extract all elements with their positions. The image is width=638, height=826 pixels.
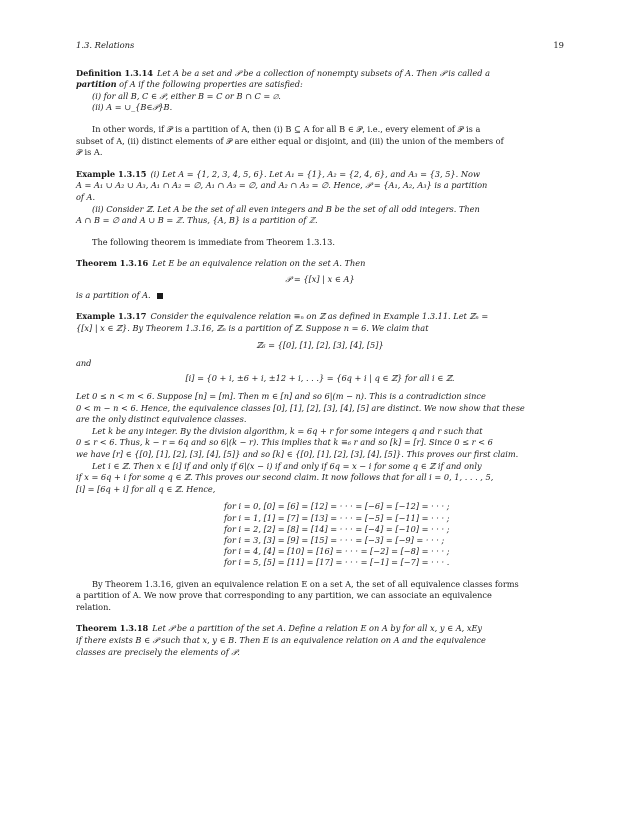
- example-line: A ∩ B = ∅ and A ∪ B = ℤ. Thus, {A, B} is a partition of ℤ.: [76, 215, 318, 226]
- definition-item-i: (i) for all B, C ∈ 𝒫, either B = C or B ∩ C = ∅.: [92, 90, 281, 101]
- example-line: if x = 6q + i for some q ∈ ℤ. This proves our second claim. It now follows that for all i = 0, 1, . . . , 5,: [76, 472, 494, 483]
- example-1-3-17: [76, 311, 564, 569]
- class-row: for i = 0, [0] = [6] = [12] = · · · = [−6] = [−12] = · · · ;: [224, 501, 450, 512]
- class-row: for i = 4, [4] = [10] = [16] = · · · = [−2] = [−8] = · · · ;: [224, 546, 450, 557]
- class-row: for i = 5, [5] = [11] = [17] = · · · = [−1] = [−7] = · · · .: [224, 557, 450, 568]
- page-number: 19: [553, 40, 564, 50]
- class-row: for i = 1, [1] = [7] = [13] = · · · = [−5] = [−11] = · · · ;: [224, 512, 450, 523]
- paragraph-partition-explanation: [76, 124, 564, 159]
- theorem-line: is a partition of A.: [76, 289, 151, 300]
- example-1-3-15: [76, 169, 564, 227]
- example-line: of A.: [76, 191, 96, 202]
- paragraph-line: a partition of A. We now prove that corresponding to any partition, we can associate an equivalence: [76, 590, 492, 601]
- example-display-z6: ℤ₆ = {[0], [1], [2], [3], [4], [5]}: [256, 340, 384, 351]
- theorem-line: Let 𝒫 be a partition of the set A. Define a relation E on A by for all x, y ∈ A, xEy: [152, 623, 483, 634]
- theorem-label: Theorem 1.3.18: [76, 623, 149, 634]
- definition-item-ii: (ii) A = ∪_{B∈𝒫}B.: [92, 102, 173, 113]
- example-line: [i] = [6q + i] for all q ∈ ℤ. Hence,: [76, 483, 216, 494]
- example-label: Example 1.3.15: [76, 168, 147, 179]
- example-label: Example 1.3.17: [76, 311, 147, 322]
- paragraph-line: In other words, if 𝒫 is a partition of A, then (i) B ⊆ A for all B ∈ 𝒫, i.e., every element of 𝒫 is a: [92, 123, 481, 134]
- page: [76, 40, 564, 668]
- theorem-line: if there exists B ∈ 𝒫 such that x, y ∈ B. Then E is an equivalence relation on A and the equivalence: [76, 635, 486, 645]
- theorem-label: Theorem 1.3.16: [76, 258, 149, 269]
- paragraph-immediate: The following theorem is immediate from Theorem 1.3.13.: [92, 236, 335, 247]
- paragraph-partition-relation: [76, 579, 564, 614]
- example-line: 0 < m − n < 6. Hence, the equivalence classes [0], [1], [2], [3], [4], [5] are distinct. We now show that these: [76, 402, 525, 413]
- example-line: and: [76, 357, 92, 368]
- definition-1-3-14: [76, 68, 564, 114]
- paragraph-line: By Theorem 1.3.16, given an equivalence relation E on a set A, the set of all equivalence classes forms: [92, 578, 519, 589]
- definition-term: partition: [76, 79, 117, 90]
- qed-square-icon: [157, 293, 163, 299]
- theorem-line: classes are precisely the elements of 𝒫.: [76, 646, 240, 657]
- paragraph-line: subset of A, (ii) distinct elements of 𝒫 are either equal or disjoint, and (iii) the union of the members of: [76, 135, 504, 146]
- running-head: [76, 40, 564, 52]
- example-line: 0 ≤ r < 6. Thus, k − r = 6q and so 6|(k − r). This implies that k ≡₆ r and so [k] = [r]. Since 0 ≤ r < 6: [76, 437, 493, 448]
- example-line: are the only distinct equivalence classes.: [76, 414, 247, 425]
- class-row: for i = 3, [3] = [9] = [15] = · · · = [−3] = [−9] = · · · ;: [224, 535, 445, 546]
- definition-text-2: of A if the following properties are satisfied:: [116, 79, 303, 90]
- example-line: (i) Let A = {1, 2, 3, 4, 5, 6}. Let A₁ = {1}, A₂ = {2, 4, 6}, and A₃ = {3, 5}. Now: [150, 168, 480, 179]
- definition-label: Definition 1.3.14: [76, 67, 153, 78]
- section-title: 1.3. Relations: [76, 40, 135, 50]
- example-line: (ii) Consider ℤ. Let A be the set of all even integers and B be the set of all odd integers. Then: [92, 203, 480, 214]
- paragraph-line: relation.: [76, 601, 111, 612]
- class-row: for i = 2, [2] = [8] = [14] = · · · = [−4] = [−10] = · · · ;: [224, 523, 450, 534]
- example-line: A = A₁ ∪ A₂ ∪ A₃, A₁ ∩ A₂ = ∅, A₁ ∩ A₃ = ∅, and A₂ ∩ A₃ = ∅. Hence, 𝒫 = {A₁, A₂, A₃} is a partition: [76, 180, 488, 191]
- example-line: Let i ∈ ℤ. Then x ∈ [i] if and only if 6|(x − i) if and only if 6q = x − i for some q ∈ ℤ if and only: [92, 460, 482, 471]
- example-line: Let k be any integer. By the division algorithm, k = 6q + r for some integers q and r such that: [92, 425, 483, 436]
- example-display-class: [i] = {0 + i, ±6 + i, ±12 + i, . . .} = {6q + i | q ∈ ℤ} for all i ∈ ℤ.: [185, 373, 455, 384]
- example-line: we have [r] ∈ {[0], [1], [2], [3], [4], [5]} and so [k] ∈ {[0], [1], [2], [3], [4], [5]}. This proves our first claim.: [76, 449, 519, 460]
- theorem-line: Let E be an equivalence relation on the set A. Then: [152, 258, 366, 269]
- example-line: Consider the equivalence relation ≡ₙ on ℤ as defined in Example 1.3.11. Let ℤₙ =: [150, 311, 489, 322]
- example-line: Let 0 ≤ n < m < 6. Suppose [n] = [m]. Then m ∈ [n] and so 6|(m − n). This is a contradiction since: [76, 391, 486, 402]
- example-line: {[x] | x ∈ ℤ}. By Theorem 1.3.16, ℤₙ is a partition of ℤ. Suppose n = 6. We claim that: [76, 322, 429, 333]
- equivalence-classes-list: [76, 501, 564, 568]
- paragraph-line: 𝒫 is A.: [76, 147, 103, 158]
- theorem-1-3-16: [76, 258, 564, 301]
- theorem-1-3-18: [76, 623, 564, 658]
- definition-text: Let A be a set and 𝒫 be a collection of nonempty subsets of A. Then 𝒫 is called a: [156, 67, 490, 78]
- theorem-display-equation: 𝒫 = {[x] | x ∈ A}: [285, 273, 355, 284]
